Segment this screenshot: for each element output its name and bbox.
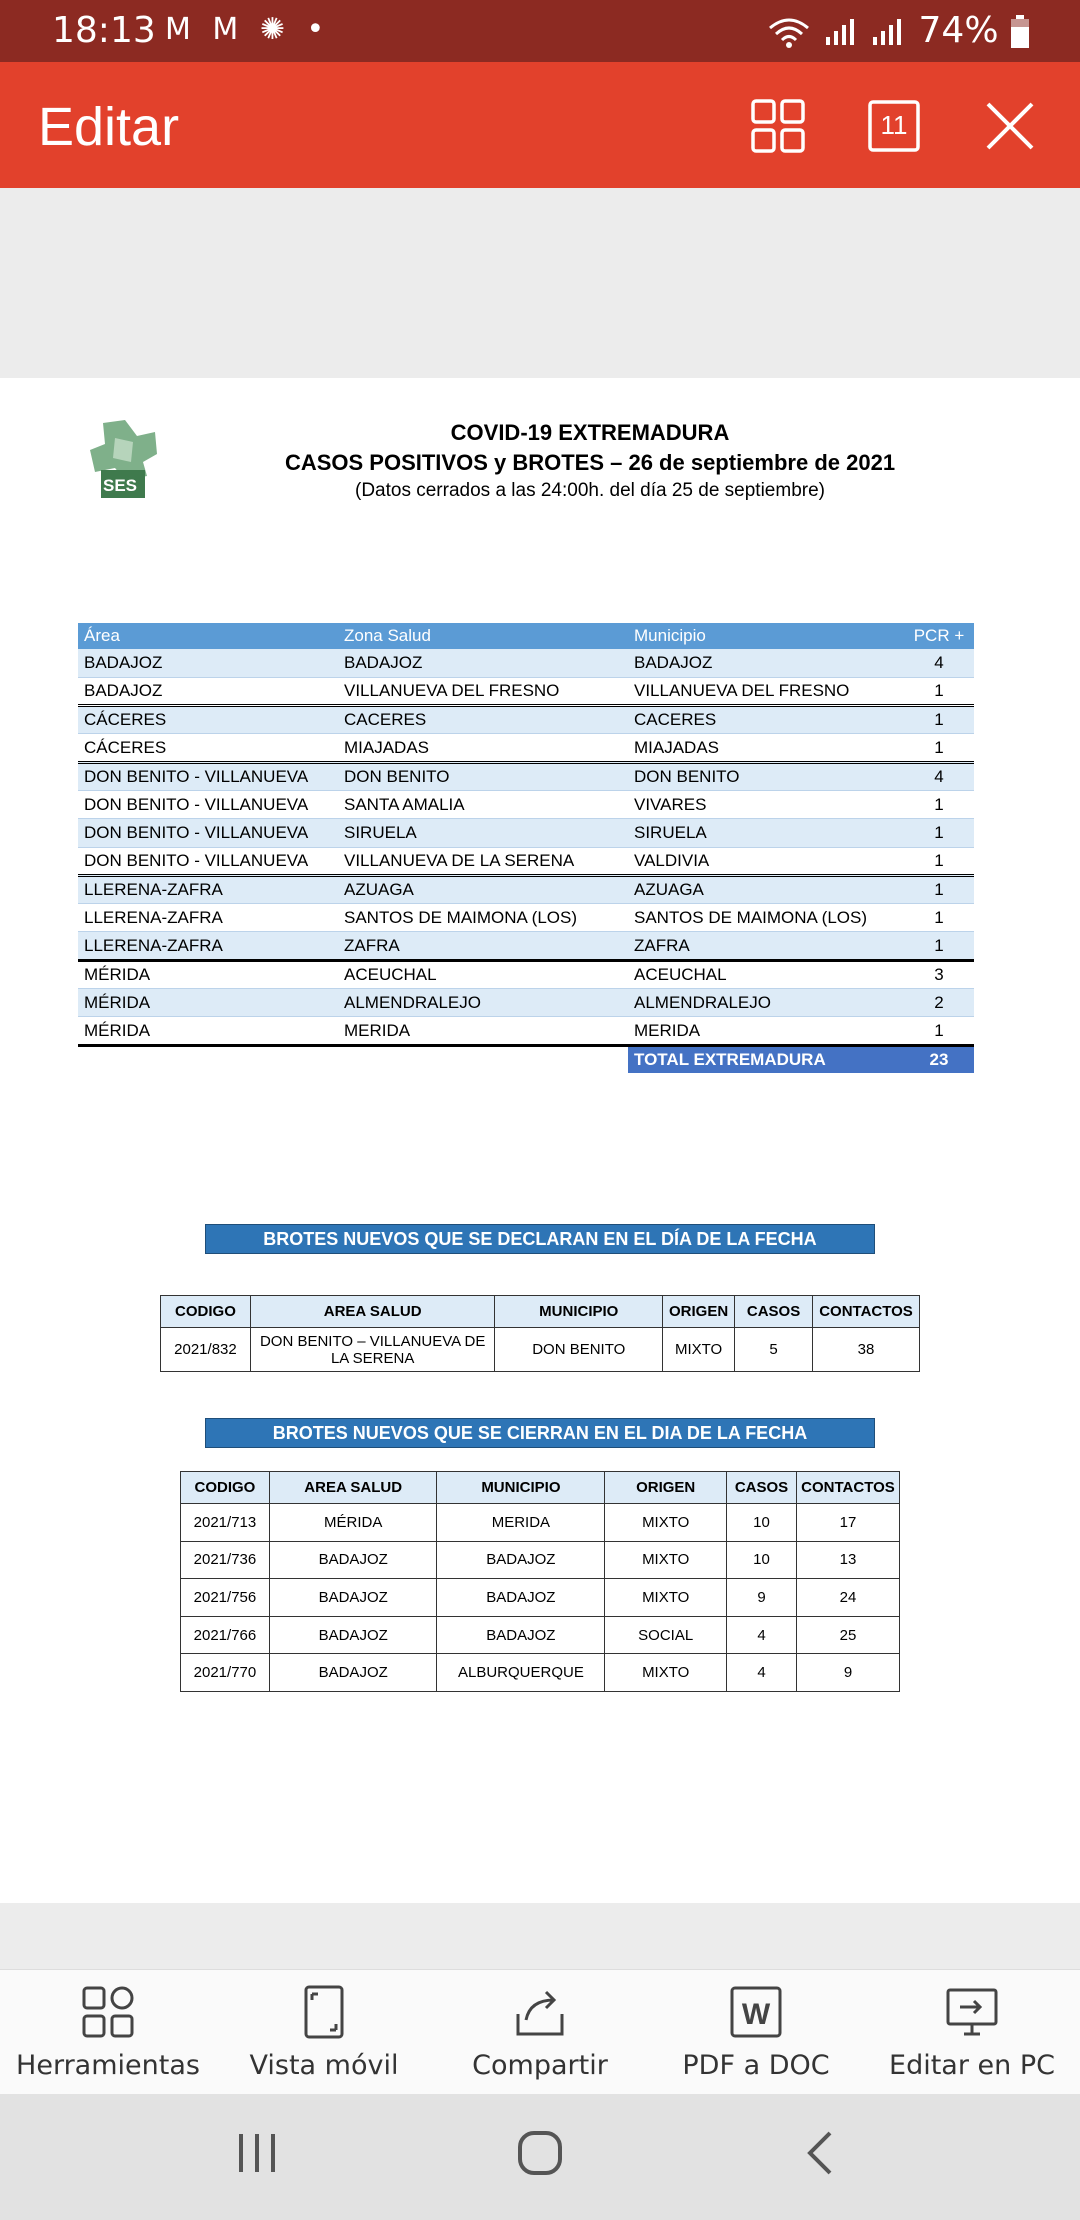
- app-bar: [0, 62, 1080, 188]
- table-cell: BADAJOZ: [269, 1616, 437, 1654]
- cell-zona-salud: AZUAGA: [338, 875, 628, 903]
- document-bottom-margin: [0, 1903, 1080, 1969]
- grid-icon: [750, 98, 806, 154]
- status-right: [766, 10, 1030, 51]
- table-row: [78, 649, 974, 677]
- closed-outbreaks-table: [180, 1471, 900, 1692]
- cell-zona-salud: MIAJADAS: [338, 734, 628, 762]
- cell-municipio: CACERES: [628, 706, 904, 734]
- col-municipio: Municipio: [628, 623, 904, 649]
- cell-zona-salud: SIRUELA: [338, 819, 628, 847]
- back-icon: [800, 2128, 840, 2178]
- page-count: 11: [880, 110, 908, 140]
- table-cell: BADAJOZ: [269, 1579, 437, 1617]
- bottom-toolbar: [0, 1969, 1080, 2094]
- table-row: [78, 790, 974, 818]
- table-row: [161, 1328, 920, 1372]
- col-area: Área: [78, 623, 338, 649]
- header-cell: CONTACTOS: [813, 1296, 920, 1328]
- table-cell: 24: [796, 1579, 899, 1617]
- cell-zona-salud: VILLANUEVA DE LA SERENA: [338, 847, 628, 875]
- signal-icon-2: [871, 17, 907, 47]
- battery-icon: [1010, 15, 1030, 49]
- table-cell: MIXTO: [605, 1654, 727, 1692]
- table-cell: 38: [813, 1328, 920, 1372]
- header-cell: MUNICIPIO: [495, 1296, 663, 1328]
- cell-pcr: 1: [904, 1017, 974, 1045]
- table-cell: 2021/713: [181, 1504, 270, 1542]
- cell-municipio: DON BENITO: [628, 762, 904, 790]
- cell-zona-salud: BADAJOZ: [338, 649, 628, 677]
- table-row: [78, 1017, 974, 1045]
- tools-grid-icon: [80, 1984, 136, 2040]
- cell-municipio: AZUAGA: [628, 875, 904, 903]
- cell-area: BADAJOZ: [78, 649, 338, 677]
- cell-zona-salud: CACERES: [338, 706, 628, 734]
- cell-municipio: SIRUELA: [628, 819, 904, 847]
- table-row: [78, 734, 974, 762]
- table-row: [78, 932, 974, 960]
- cell-municipio: ALMENDRALEJO: [628, 989, 904, 1017]
- table-row: [181, 1616, 900, 1654]
- table-cell: 5: [735, 1328, 813, 1372]
- table-row: [78, 904, 974, 932]
- tools-button[interactable]: [0, 1984, 216, 2081]
- cell-zona-salud: ALMENDRALEJO: [338, 989, 628, 1017]
- signal-icon: [824, 17, 860, 47]
- cell-municipio: MERIDA: [628, 1017, 904, 1045]
- table-cell: MERIDA: [437, 1504, 605, 1542]
- cell-pcr: 1: [904, 677, 974, 705]
- cell-municipio: ACEUCHAL: [628, 960, 904, 988]
- total-empty: [78, 1045, 338, 1073]
- share-label: Compartir: [472, 2050, 608, 2081]
- cell-area: DON BENITO - VILLANUEVA: [78, 847, 338, 875]
- table-cell: 2021/756: [181, 1579, 270, 1617]
- share-button[interactable]: [432, 1984, 648, 2081]
- table-row: [181, 1541, 900, 1579]
- document-note: (Datos cerrados a las 24:00h. del día 25 de septiembre): [355, 480, 825, 501]
- table-cell: 2021/766: [181, 1616, 270, 1654]
- wifi-icon: [766, 16, 812, 48]
- cell-zona-salud: MERIDA: [338, 1017, 628, 1045]
- cell-area: DON BENITO - VILLANUEVA: [78, 762, 338, 790]
- pdf-to-doc-button[interactable]: [648, 1984, 864, 2081]
- table-cell: 9: [796, 1654, 899, 1692]
- cell-pcr: 1: [904, 790, 974, 818]
- word-doc-icon: [728, 1984, 784, 2040]
- table-row: [78, 960, 974, 988]
- table-cell: BADAJOZ: [437, 1616, 605, 1654]
- close-icon: [982, 98, 1038, 154]
- edit-on-pc-button[interactable]: [864, 1984, 1080, 2081]
- cell-zona-salud: ZAFRA: [338, 932, 628, 960]
- header-cell: AREA SALUD: [250, 1296, 495, 1328]
- table-row: [78, 677, 974, 705]
- edit-on-pc-icon: [944, 1984, 1000, 2040]
- cell-pcr: 1: [904, 819, 974, 847]
- table-cell: 10: [727, 1504, 797, 1542]
- closed-outbreaks-header: [181, 1472, 900, 1504]
- document-subtitle: CASOS POSITIVOS y BROTES – 26 de septiembre de 2021: [284, 450, 896, 475]
- table-row: [78, 706, 974, 734]
- cases-table: [78, 623, 974, 1073]
- table-cell: SOCIAL: [605, 1616, 727, 1654]
- cell-zona-salud: ACEUCHAL: [338, 960, 628, 988]
- page-count-button[interactable]: [866, 98, 922, 154]
- header-cell: ORIGEN: [663, 1296, 735, 1328]
- header-cell: CASOS: [727, 1472, 797, 1504]
- col-pcr: PCR +: [904, 623, 974, 649]
- cell-municipio: SANTOS DE MAIMONA (LOS): [628, 904, 904, 932]
- header-cell: CODIGO: [181, 1472, 270, 1504]
- table-cell: BADAJOZ: [269, 1654, 437, 1692]
- total-empty: [338, 1045, 628, 1073]
- table-row: [78, 989, 974, 1017]
- table-row: [78, 875, 974, 903]
- cell-zona-salud: SANTA AMALIA: [338, 790, 628, 818]
- back-button[interactable]: [800, 2128, 840, 2183]
- cell-area: BADAJOZ: [78, 677, 338, 705]
- cell-municipio: BADAJOZ: [628, 649, 904, 677]
- closed-outbreaks-banner: BROTES NUEVOS QUE SE CIERRAN EN EL DIA DE LA FECHA: [205, 1418, 875, 1448]
- grid-view-button[interactable]: [750, 98, 806, 154]
- cell-pcr: 4: [904, 762, 974, 790]
- notification-icons: M M ✺ •: [165, 12, 331, 47]
- cell-area: LLERENA-ZAFRA: [78, 875, 338, 903]
- cell-area: DON BENITO - VILLANUEVA: [78, 819, 338, 847]
- table-row: [181, 1579, 900, 1617]
- cell-municipio: VILLANUEVA DEL FRESNO: [628, 677, 904, 705]
- cell-pcr: 1: [904, 734, 974, 762]
- recent-apps-button[interactable]: [235, 2128, 279, 2183]
- cell-area: LLERENA-ZAFRA: [78, 932, 338, 960]
- table-cell: DON BENITO – VILLANUEVA DE LA SERENA: [250, 1328, 495, 1372]
- table-cell: 4: [727, 1616, 797, 1654]
- home-icon: [516, 2128, 564, 2178]
- app-title: Editar: [38, 97, 180, 157]
- battery-percent: 74%: [918, 10, 999, 51]
- mobile-view-button[interactable]: [216, 1984, 432, 2081]
- table-cell: MIXTO: [605, 1541, 727, 1579]
- table-cell: 2021/736: [181, 1541, 270, 1579]
- new-outbreaks-banner: BROTES NUEVOS QUE SE DECLARAN EN EL DÍA DE LA FECHA: [205, 1224, 875, 1254]
- cell-area: DON BENITO - VILLANUEVA: [78, 790, 338, 818]
- share-icon: [512, 1984, 568, 2040]
- document-page: [0, 378, 1080, 1903]
- close-button[interactable]: [982, 98, 1038, 154]
- table-cell: 2021/832: [161, 1328, 251, 1372]
- header-cell: CONTACTOS: [796, 1472, 899, 1504]
- total-label: TOTAL EXTREMADURA: [628, 1045, 904, 1073]
- status-bar: [0, 0, 1080, 62]
- cell-zona-salud: VILLANUEVA DEL FRESNO: [338, 677, 628, 705]
- cell-area: MÉRIDA: [78, 989, 338, 1017]
- navigation-bar: [0, 2094, 1080, 2220]
- table-cell: MIXTO: [663, 1328, 735, 1372]
- table-cell: 9: [727, 1579, 797, 1617]
- cell-pcr: 1: [904, 875, 974, 903]
- header-cell: AREA SALUD: [269, 1472, 437, 1504]
- header-cell: CASOS: [735, 1296, 813, 1328]
- cell-area: CÁCERES: [78, 706, 338, 734]
- cell-municipio: ZAFRA: [628, 932, 904, 960]
- table-row: [181, 1504, 900, 1542]
- svg-text:W: W: [741, 1998, 771, 2031]
- table-row: [78, 847, 974, 875]
- cell-pcr: 1: [904, 847, 974, 875]
- table-cell: 13: [796, 1541, 899, 1579]
- table-row: [78, 762, 974, 790]
- table-cell: BADAJOZ: [437, 1579, 605, 1617]
- logo-text: SES: [103, 476, 138, 495]
- table-cell: 25: [796, 1616, 899, 1654]
- table-cell: 2021/770: [181, 1654, 270, 1692]
- cell-pcr: 2: [904, 989, 974, 1017]
- table-cell: ALBURQUERQUE: [437, 1654, 605, 1692]
- document-margin: [0, 188, 1080, 378]
- cell-municipio: VIVARES: [628, 790, 904, 818]
- new-outbreaks-header: [161, 1296, 920, 1328]
- clock: 18:13: [52, 10, 156, 51]
- table-cell: DON BENITO: [495, 1328, 663, 1372]
- cell-area: LLERENA-ZAFRA: [78, 904, 338, 932]
- table-cell: BADAJOZ: [437, 1541, 605, 1579]
- table-cell: MIXTO: [605, 1504, 727, 1542]
- cell-pcr: 1: [904, 904, 974, 932]
- ses-logo: [85, 418, 165, 508]
- table-cell: 4: [727, 1654, 797, 1692]
- cell-zona-salud: DON BENITO: [338, 762, 628, 790]
- mobile-view-label: Vista móvil: [249, 2050, 399, 2081]
- new-outbreaks-table: [160, 1295, 920, 1372]
- cell-pcr: 3: [904, 960, 974, 988]
- pdf-to-doc-label: PDF a DOC: [682, 2050, 830, 2081]
- document-title: COVID-19 EXTREMADURA: [450, 420, 730, 445]
- cell-pcr: 1: [904, 932, 974, 960]
- cell-area: CÁCERES: [78, 734, 338, 762]
- cell-municipio: MIAJADAS: [628, 734, 904, 762]
- table-cell: MÉRIDA: [269, 1504, 437, 1542]
- total-value: 23: [904, 1045, 974, 1073]
- table-cell: 10: [727, 1541, 797, 1579]
- tools-label: Herramientas: [16, 2050, 200, 2081]
- cases-table-header: [78, 623, 974, 649]
- edit-on-pc-label: Editar en PC: [889, 2050, 1055, 2081]
- table-cell: MIXTO: [605, 1579, 727, 1617]
- cell-pcr: 1: [904, 706, 974, 734]
- header-cell: ORIGEN: [605, 1472, 727, 1504]
- table-row: [181, 1654, 900, 1692]
- col-zona-salud: Zona Salud: [338, 623, 628, 649]
- table-cell: BADAJOZ: [269, 1541, 437, 1579]
- table-row: [78, 819, 974, 847]
- header-cell: MUNICIPIO: [437, 1472, 605, 1504]
- cell-municipio: VALDIVIA: [628, 847, 904, 875]
- cell-area: MÉRIDA: [78, 1017, 338, 1045]
- home-button[interactable]: [516, 2128, 564, 2183]
- recent-apps-icon: [235, 2128, 279, 2178]
- mobile-view-icon: [296, 1984, 352, 2040]
- total-row: [78, 1045, 974, 1073]
- header-cell: CODIGO: [161, 1296, 251, 1328]
- table-cell: 17: [796, 1504, 899, 1542]
- cell-zona-salud: SANTOS DE MAIMONA (LOS): [338, 904, 628, 932]
- cell-pcr: 4: [904, 649, 974, 677]
- cell-area: MÉRIDA: [78, 960, 338, 988]
